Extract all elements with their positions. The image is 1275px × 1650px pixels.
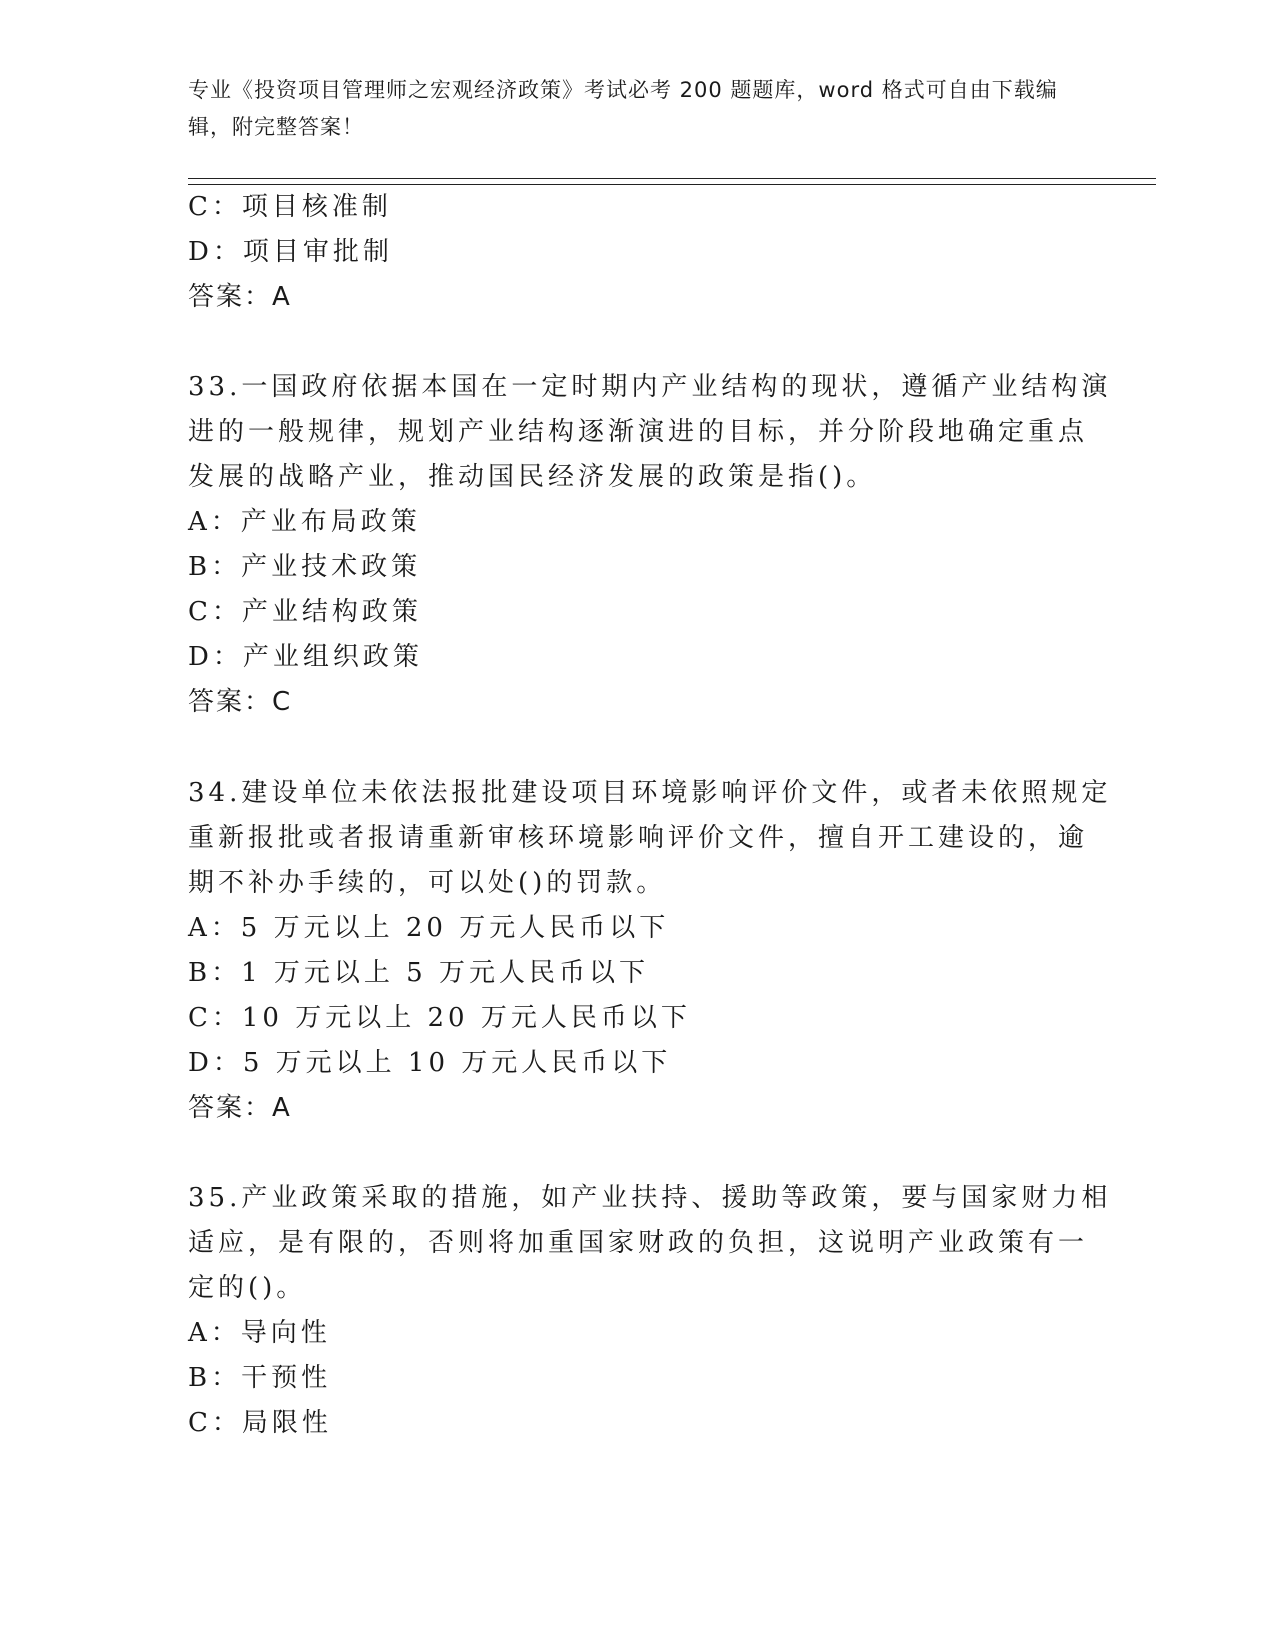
option-c: C：产业结构政策 xyxy=(188,597,422,627)
answer-line: 答案：C xyxy=(188,687,293,717)
header-divider-bottom xyxy=(188,184,1156,185)
option-c: C：局限性 xyxy=(188,1408,332,1438)
question-stem-line: 发展的战略产业，推动国民经济发展的政策是指()。 xyxy=(188,462,877,492)
question-stem-line: 重新报批或者报请重新审核环境影响评价文件，擅自开工建设的，逾 xyxy=(188,823,1089,853)
option-a: A：产业布局政策 xyxy=(188,507,421,537)
option-a: A：5 万元以上 20 万元人民币以下 xyxy=(188,913,670,943)
option-c: C：10 万元以上 20 万元人民币以下 xyxy=(188,1003,691,1033)
header-divider-top xyxy=(188,178,1156,179)
option-d: D：产业组织政策 xyxy=(188,642,423,672)
question-stem-line: 33.一国政府依据本国在一定时期内产业结构的现状，遵循产业结构演 xyxy=(188,372,1112,402)
question-stem-line: 期不补办手续的，可以处()的罚款。 xyxy=(188,868,667,898)
option-b: B：产业技术政策 xyxy=(188,552,422,582)
document-header: 专业《投资项目管理师之宏观经济政策》考试必考 200 题题库，word 格式可自由下载编辑，附完整答案！ xyxy=(188,78,1058,139)
answer-line: 答案：A xyxy=(188,282,292,312)
answer-line: 答案：A xyxy=(188,1093,292,1123)
option-b: B：干预性 xyxy=(188,1363,332,1393)
option-a: A：导向性 xyxy=(188,1318,331,1348)
option-d: D：项目审批制 xyxy=(188,237,393,267)
question-stem-line: 进的一般规律，规划产业结构逐渐演进的目标，并分阶段地确定重点 xyxy=(188,417,1089,447)
question-stem-line: 35.产业政策采取的措施，如产业扶持、援助等政策，要与国家财力相 xyxy=(188,1183,1112,1213)
question-stem-line: 34.建设单位未依法报批建设项目环境影响评价文件，或者未依照规定 xyxy=(188,778,1112,808)
question-stem-line: 定的()。 xyxy=(188,1273,307,1303)
option-d: D：5 万元以上 10 万元人民币以下 xyxy=(188,1048,672,1078)
option-b: B：1 万元以上 5 万元人民币以下 xyxy=(188,958,649,988)
option-c: C：项目核准制 xyxy=(188,192,392,222)
question-stem-line: 适应，是有限的，否则将加重国家财政的负担，这说明产业政策有一 xyxy=(188,1228,1089,1258)
